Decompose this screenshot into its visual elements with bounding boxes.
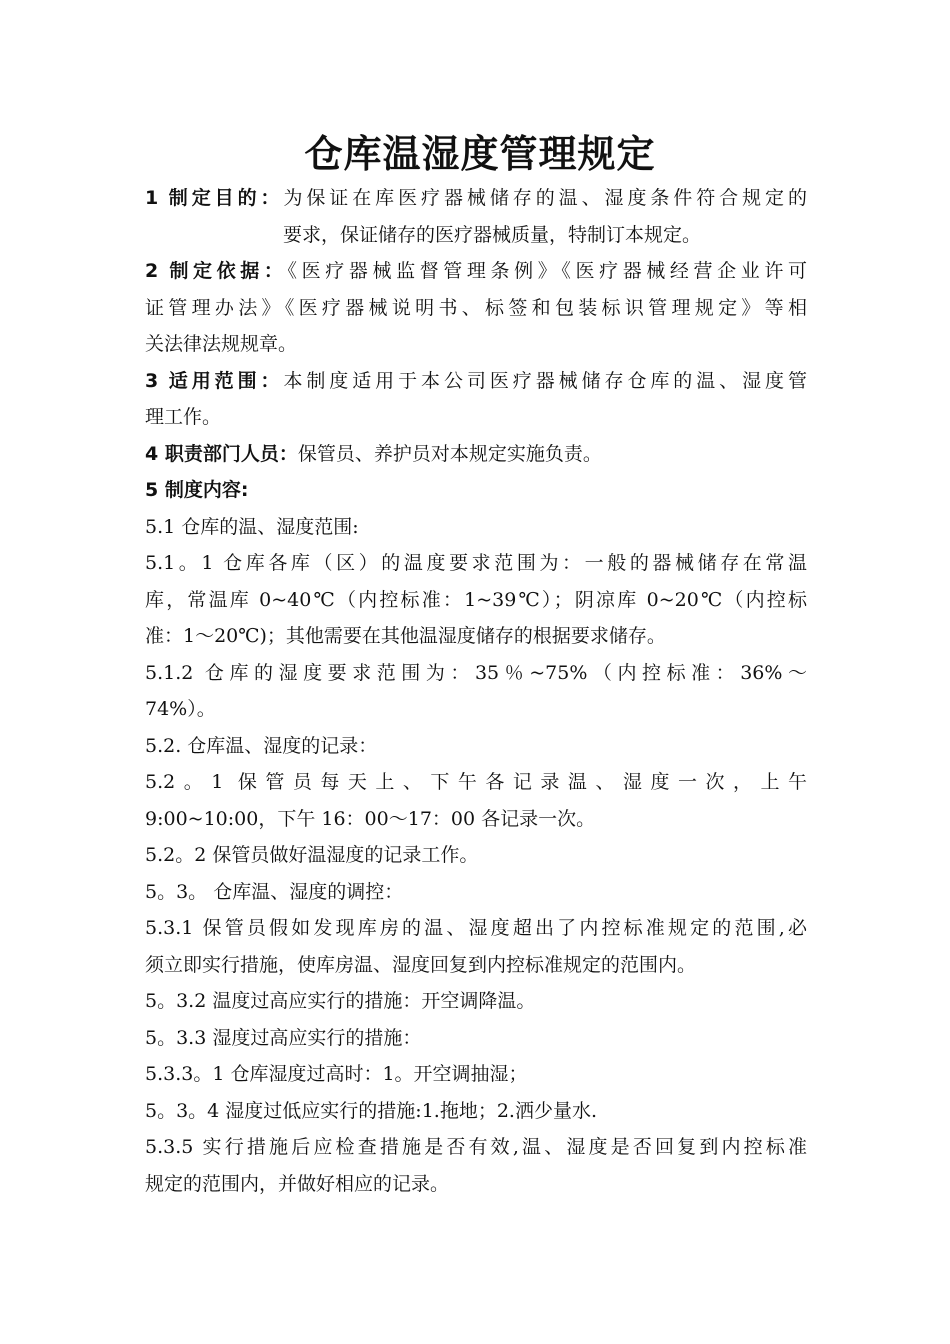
- section-4-line: [145, 436, 807, 473]
- section-1-line-2: 要求，保证储存的医疗器械质量，特制订本规定。: [283, 223, 702, 246]
- section-1-line-1: [145, 180, 807, 217]
- section-4-text: 保管员、养护员对本规定实施负责。: [297, 442, 602, 465]
- para-5-1-2-line-1: 5.1.2 仓库的湿度要求范围为：35％~75%（内控标准：36%～: [145, 661, 807, 684]
- para-5-3: 5。3。 仓库温、湿度的调控：: [145, 880, 404, 903]
- para-5-3-4: 5。3。4 湿度过低应实行的措施:1.拖地；2.洒少量水.: [145, 1099, 598, 1122]
- para-5-1-1-line-1: 5.1。1 仓库各库（区）的温度要求范围为：一般的器械储存在常温: [145, 552, 807, 574]
- para-5-2-1-line-2: 9:00~10:00，下午 16：00～17：00 各记录一次。: [145, 807, 596, 830]
- section-2-line-1: [145, 253, 807, 290]
- para-5-1-1-line-3: 准：1～20℃)；其他需要在其他温湿度储存的根据要求储存。: [145, 625, 666, 647]
- para-5-3-3-1: 5.3.3。1 仓库湿度过高时：1。开空调抽湿；: [145, 1063, 528, 1085]
- section-2-label: 2 制定依据：: [145, 260, 288, 282]
- para-5-2-2: 5.2。2 保管员做好温湿度的记录工作。: [145, 844, 479, 866]
- section-4-label: 4 职责部门人员：: [145, 442, 298, 465]
- para-5-3-1-line-2: 须立即实行措施，使库房温、湿度回复到内控标准规定的范围内。: [145, 953, 697, 976]
- para-5-1-1-line-2: 库，常温库 0~40℃（内控标准：1~39℃）；阴凉库 0~20℃（内控标: [145, 588, 807, 611]
- para-5-3-1-line-1: 5.3.1 保管员假如发现库房的温、湿度超出了内控标准规定的范围,必: [145, 917, 807, 939]
- document-page: [145, 128, 807, 1202]
- para-5-2: 5.2. 仓库温、湿度的记录：: [145, 734, 378, 757]
- section-2-line-3: 关法律法规规章。: [145, 333, 298, 355]
- section-5-heading: 5 制度内容:: [145, 479, 249, 501]
- section-1-label: 1 制定目的：: [145, 187, 284, 209]
- section-1-text: 为保证在库医疗器械储存的温、湿度条件符合规定的: [283, 187, 807, 209]
- para-5-3-5-line-1: 5.3.5 实行措施后应检查措施是否有效,温、湿度是否回复到内控标准: [145, 1136, 807, 1158]
- document-title: 仓库温湿度管理规定: [304, 132, 656, 176]
- para-5-1: 5.1 仓库的温、湿度范围:: [145, 515, 359, 538]
- section-3-label: 3 适用范围：: [145, 369, 284, 392]
- para-5-2-1-line-1: 5.2。1 保管员每天上、下午各记录温、湿度一次，上午: [145, 771, 807, 793]
- para-5-1-2-line-2: 74%）。: [145, 698, 216, 720]
- section-3-text: 本制度适用于本公司医疗器械储存仓库的温、湿度管: [283, 369, 807, 392]
- section-3-line-2: 理工作。: [145, 406, 222, 428]
- section-3-line-1: [145, 363, 807, 400]
- section-2-line-2: 证管理办法》《医疗器械说明书、标签和包装标识管理规定》等相: [145, 296, 807, 319]
- para-5-3-2: 5。3.2 温度过高应实行的措施：开空调降温。: [145, 990, 536, 1012]
- para-5-3-5-line-2: 规定的范围内，并做好相应的记录。: [145, 1172, 450, 1195]
- section-2-text: 《医疗器械监督管理条例》《医疗器械经营企业许可: [287, 260, 807, 282]
- para-5-3-3: 5。3.3 湿度过高应实行的措施：: [145, 1026, 422, 1049]
